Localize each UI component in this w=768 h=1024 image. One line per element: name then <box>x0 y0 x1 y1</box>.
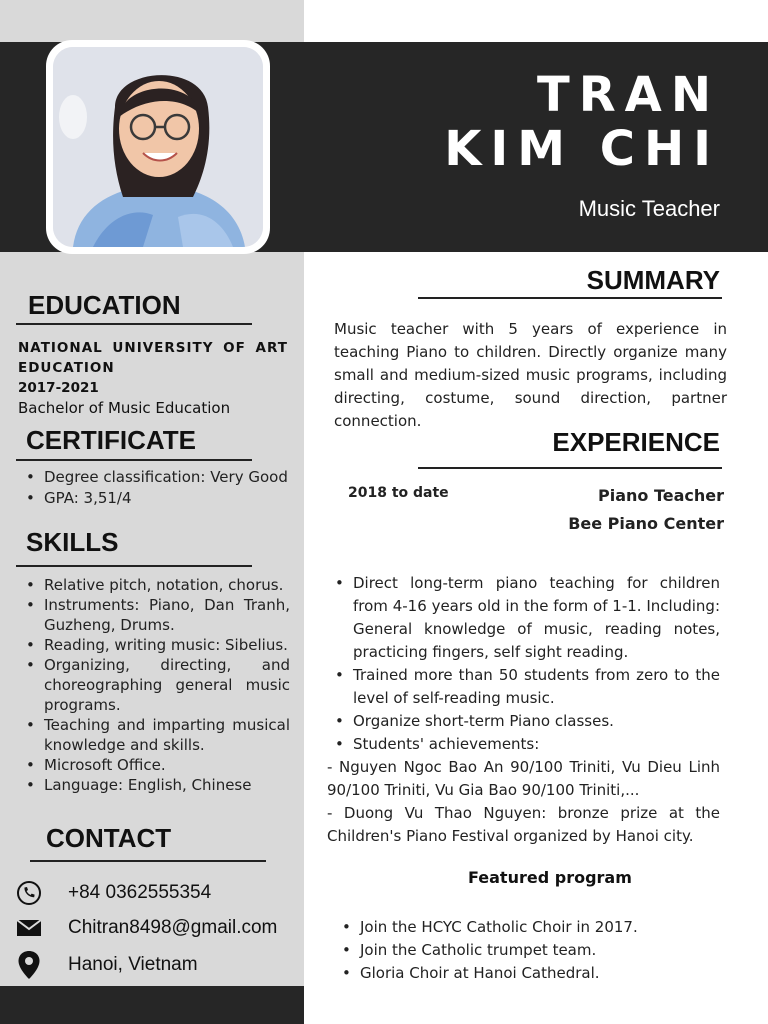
featured-item: • Gloria Choir at Hanoi Cathedral. <box>334 962 727 985</box>
experience-company: Bee Piano Center <box>568 514 724 533</box>
education-divider <box>16 323 252 325</box>
map-pin-icon <box>14 950 44 980</box>
name-line-1: TRAN <box>536 67 720 123</box>
summary-text: Music teacher with 5 years of experience in teaching Piano to children. Directly organize many small and medium-sized music programs, including directing, costume, sound direction, partner connection. <box>334 320 727 430</box>
skill-item: • Microsoft Office. <box>18 755 290 775</box>
experience-position: Piano Teacher <box>597 486 724 505</box>
summary-divider <box>418 297 722 299</box>
skills-list <box>18 575 290 795</box>
featured-item: • Join the HCYC Catholic Choir in 2017. <box>334 916 727 939</box>
experience-item: • Organize short-term Piano classes. <box>327 710 720 733</box>
contact-phone-row[interactable] <box>14 878 304 908</box>
education-heading: EDUCATION <box>28 290 181 320</box>
skills-heading: SKILLS <box>26 527 119 557</box>
profile-photo-frame <box>46 40 270 254</box>
footer-band <box>0 986 304 1024</box>
name-line-2: KIM CHI <box>444 121 720 177</box>
experience-heading: EXPERIENCE <box>552 427 720 457</box>
job-title: Music Teacher <box>578 196 720 221</box>
featured-item: • Join the Catholic trumpet team. <box>334 939 727 962</box>
profile-photo <box>53 47 263 247</box>
experience-role <box>568 482 724 538</box>
skill-item: • Organizing, directing, and choreographing general music programs. <box>18 655 290 715</box>
skill-item: • Relative pitch, notation, chorus. <box>18 575 290 595</box>
contact-email-row[interactable] <box>14 913 304 943</box>
education-degree: Bachelor of Music Education <box>18 399 231 417</box>
phone-icon <box>14 878 44 908</box>
achievement-item: - Nguyen Ngoc Bao An 90/100 Triniti, Vu Dieu Linh 90/100 Triniti, Vu Gia Bao 90/100 Triniti,... <box>327 758 720 799</box>
contact-location: Hanoi, Vietnam <box>68 954 198 975</box>
contact-divider <box>30 860 266 862</box>
contact-phone[interactable]: +84 0362555354 <box>68 882 212 903</box>
experience-item: • Direct long-term piano teaching for children from 4-16 years old in the form of 1-1. Including: General knowledge of music, reading notes, practicing fingers, self sight reading. <box>327 572 720 664</box>
certificate-item: • Degree classification: Very Good <box>18 467 290 488</box>
education-school: NATIONAL UNIVERSITY OF ART EDUCATION <box>18 340 288 376</box>
skill-item: • Instruments: Piano, Dan Tranh, Guzheng, Drums. <box>18 595 290 635</box>
experience-date: 2018 to date <box>348 485 449 501</box>
certificate-divider <box>16 459 252 461</box>
contact-heading: CONTACT <box>46 823 172 853</box>
certificate-list <box>18 467 290 509</box>
experience-item: • Trained more than 50 students from zero to the level of self-reading music. <box>327 664 720 710</box>
featured-list <box>334 916 727 985</box>
envelope-icon <box>14 913 44 943</box>
skills-divider <box>16 565 252 567</box>
education-years: 2017-2021 <box>18 380 99 396</box>
experience-list <box>327 572 720 848</box>
skill-item: • Teaching and imparting musical knowledge and skills. <box>18 715 290 755</box>
skill-item: • Language: English, Chinese <box>18 775 290 795</box>
experience-item: • Students' achievements: <box>327 733 720 756</box>
achievement-item: - Duong Vu Thao Nguyen: bronze prize at the Children's Piano Festival organized by Hanoi city. <box>327 804 720 845</box>
featured-heading: Featured program <box>468 868 632 887</box>
summary-heading: SUMMARY <box>586 265 720 295</box>
certificate-item: • GPA: 3,51/4 <box>18 488 290 509</box>
education-block <box>18 338 288 418</box>
certificate-heading: CERTIFICATE <box>26 425 196 455</box>
candidate-name <box>444 68 720 176</box>
contact-location-row <box>14 950 304 980</box>
experience-divider <box>418 467 722 469</box>
contact-email[interactable]: Chitran8498@gmail.com <box>68 917 278 938</box>
skill-item: • Reading, writing music: Sibelius. <box>18 635 290 655</box>
